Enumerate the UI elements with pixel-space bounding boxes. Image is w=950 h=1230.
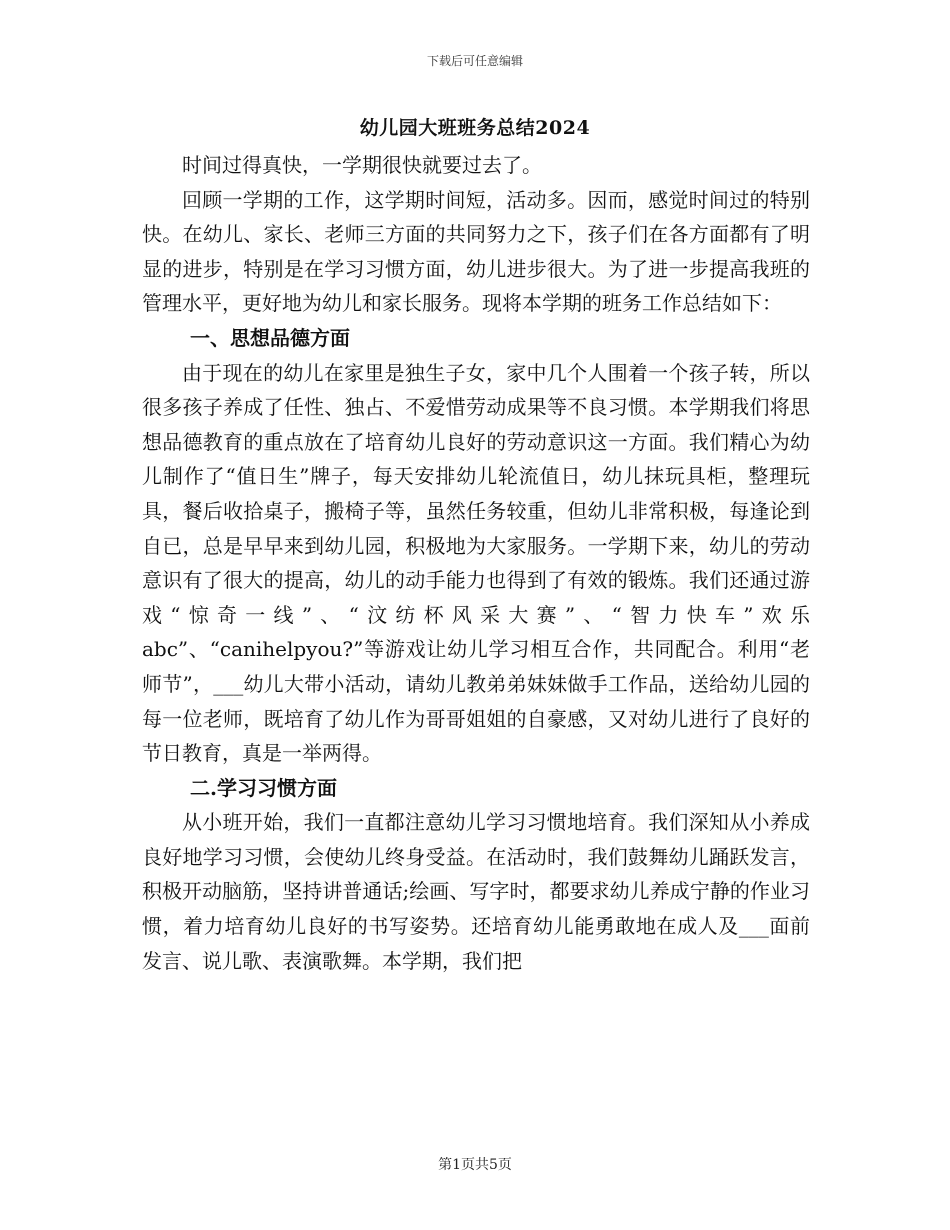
document-title: 幼儿园大班班务总结2024 (359, 117, 591, 139)
paragraph-moral: 由于现在的幼儿在家里是独生子女，家中几个人围着一个孩子转，所以很多孩子养成了任性、独占、不爱惜劳动成果等不良习惯。本学期我们将思想品德教育的重点放在了培育幼儿良好的劳动意识这一方面。我们精心为幼儿制作了“值日生”牌子，每天安排幼儿轮流值日，幼儿抹玩具柜，整理玩具，餐后收拾桌子，搬椅子等，虽然任务较重，但幼儿非常积极，每逢论到自已，总是早早来到幼儿园，积极地为大家服务。一学期下来，幼儿的劳动意识有了很大的提高，幼儿的动手能力也得到了有效的锻炼。我们还通过游戏“惊奇一线”、“汶纺杯风采大赛”、“智力快车”欢乐abc”、“canihelpyou?”等游戏让幼儿学习相互合作，共同配合。利用“老师节”，___幼儿大带小活动，请幼儿教弟弟妹妹做手工作品，送给幼儿园的每一位老师，既培育了幼儿作为哥哥姐姐的自豪感，又对幼儿进行了良好的节日教育，真是一举两得。 (142, 360, 810, 766)
paragraph-intro: 时间过得真快，一学期很快就要过去了。 (182, 153, 542, 177)
paragraph-study-habits: 从小班开始，我们一直都注意幼儿学习习惯地培育。我们深知从小养成良好地学习习惯，会使幼儿终身受益。在活动时，我们鼓舞幼儿踊跃发言，积极开动脑筋，坚持讲普通话;绘画、写字时，都要求幼儿养成宁静的作业习惯，着力培育幼儿良好的书写姿势。还培育幼儿能勇敢地在成人及___面前发言、说儿歌、表演歌舞。本学期，我们把 (142, 810, 810, 973)
document-body (142, 148, 810, 978)
page-number-indicator: 第1页共5页 (438, 1157, 512, 1173)
page-header-note: 下载后可任意编辑 (426, 54, 523, 68)
section-heading-study-habits: 二.学习习惯方面 (190, 775, 337, 800)
paragraph-review: 回顾一学期的工作，这学期时间短，活动多。因而，感觉时间过的特别快。在幼儿、家长、老师三方面的共同努力之下，孩子们在各方面都有了明显的进步，特别是在学习习惯方面，幼儿进步很大。为了进一步提高我班的管理水平，更好地为幼儿和家长服务。现将本学期的班务工作总结如下： (142, 187, 810, 316)
section-heading-moral: 一、思想品德方面 (190, 325, 350, 350)
